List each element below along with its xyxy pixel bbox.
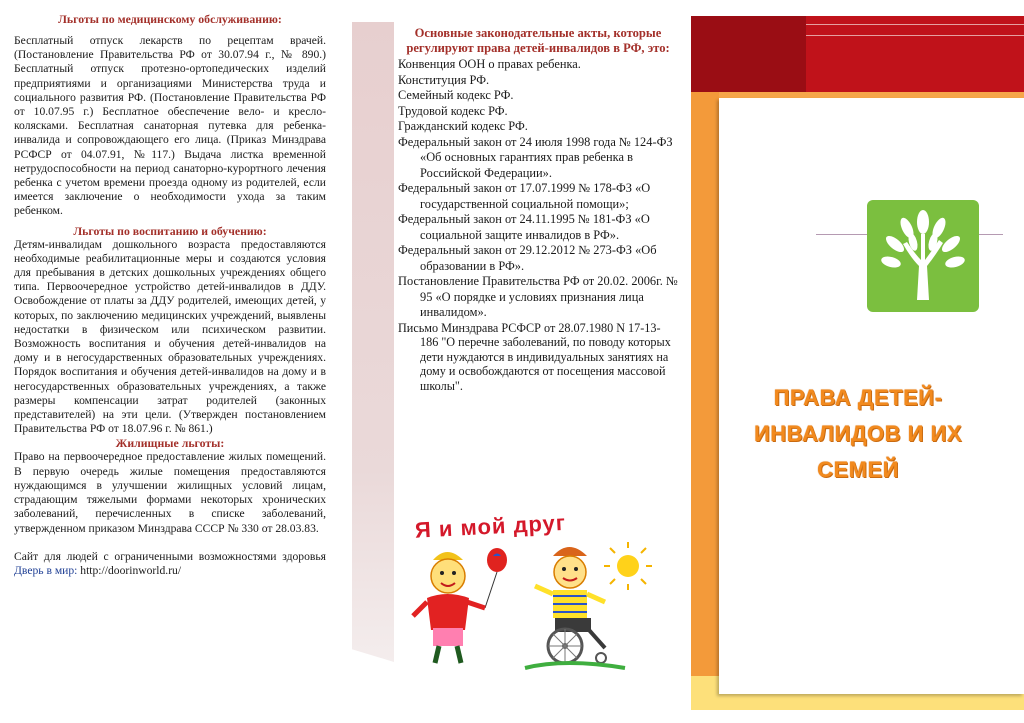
housing-benefits-text: Право на первоочередное предоставление жилых помещений. В первую очередь жилые помещения предоставляются нуждающимся в улучшении жилищных условий лицам, страдающим тяжелыми формами некоторых хронических заболеваний, перечисленных в списке заболеваний, утвержденном приказом Минздрава СССР № 330 от 28.03.83.	[14, 450, 326, 535]
law-item: Семейный кодекс РФ.	[398, 88, 514, 102]
medical-benefits-heading: Льготы по медицинскому обслуживанию:	[58, 12, 282, 26]
cover-title-line: ИНВАЛИДОВ И ИХ	[753, 421, 963, 446]
middle-decor-band	[352, 22, 394, 662]
site-brand: Дверь в мир:	[14, 563, 78, 577]
child-figure-left	[413, 552, 485, 663]
cover-header-rule	[806, 35, 1024, 36]
children-drawing	[405, 498, 655, 678]
site-url-link[interactable]: http://doorinworld.ru/	[77, 563, 182, 577]
site-reference	[14, 550, 326, 578]
housing-benefits-heading: Жилищные льготы:	[115, 436, 225, 451]
law-item: Федеральный закон от 24 июля 1998 года № 124-ФЗ «Об основных гарантиях прав ребенка в Российской Федерации».	[398, 134, 673, 180]
drawing-caption: Я и мой друг	[414, 509, 567, 543]
left-column	[14, 12, 326, 718]
tree-hand-icon	[867, 200, 979, 312]
cover-title	[722, 380, 994, 488]
law-item: Федеральный закон от 17.07.1999 № 178-ФЗ «О государственной социальной помощи»;	[398, 181, 651, 211]
cover-header-rule	[806, 24, 1024, 25]
law-item: Постановление Правительства РФ от 20.02. 2006г. № 95 «О порядке и условиях признания лица инвалидом».	[398, 274, 678, 319]
cover-title-line: ПРАВА ДЕТЕЙ-	[773, 385, 943, 410]
cover-orange-band	[691, 92, 719, 710]
law-item: Конституция РФ.	[398, 72, 490, 87]
law-item: Конвенция ООН о правах ребенка.	[398, 57, 581, 71]
middle-column	[398, 26, 678, 393]
law-item: Письмо Минздрава РСФСР от 28.07.1980 N 17-13-186 "О перечне заболеваний, по поводу которых дети нуждаются в индивидуальных занятиях на дому и освобождаются от посещения массовой школы".	[398, 320, 671, 393]
sun-icon	[604, 542, 652, 590]
law-item: Трудовой кодекс РФ.	[398, 103, 508, 118]
education-benefits-text: Детям-инвалидам дошкольного возраста предоставляются необходимые реабилитационные меры и создаются условия для пребывания в детских дошкольных учреждениях общего типа. Первоочередное устройство детей-инвалидов в ДДУ. Освобождение от платы за ДДУ родителей, имеющих детей, у которых, по заключению медицинских учреждений, выявлены недостатки в физическом или психическом развитии. Возможность воспитания и обучения детей-инвалидов на дому и в негосударственных образовательных учреждениях. Порядок воспитания и обучения детей-инвалидов на дому и в негосударственных образовательных учреждениях, а также размеры компенсации затрат родителей (законных представителей) на эти цели. (Утвержден постановлением Правительства РФ от 18.07.96 г. № 861.)	[14, 237, 326, 436]
cover-panel	[691, 16, 1024, 710]
cover-title-line: СЕМЕЙ	[817, 457, 899, 482]
medical-benefits-text: Бесплатный отпуск лекарств по рецептам врачей. (Постановление Правительства РФ от 30.07.94 г., № 890.) Бесплатный отпуск протезно-ортопедических изделий предприятиями и организациями Министерства труда и социального развития РФ. (Постановление Правительства РФ от 10.07.95 г.) Бесплатное обеспечение вело- и кресло-колясками. Бесплатная санаторная путевка для ребенка-инвалида и сопровождающего его лица. (Приказ Минздрава РСФСР от 04.07.91, №117.) Выдача листка временной нетрудоспособности на период санаторно-курортного лечения ребенка с учетом времени проезда одному из родителей, если имеется заключение о необходимости ухода за таким ребенком.	[14, 34, 326, 218]
laws-heading: Основные законодательные акты, которые регулируют права детей-инвалидов в РФ, это:	[406, 26, 670, 55]
law-item: Гражданский кодекс РФ.	[398, 119, 528, 133]
cover-header-dark-block	[691, 16, 806, 92]
law-item: Федеральный закон от 24.11.1995 № 181-ФЗ «О социальной защите инвалидов в РФ».	[398, 212, 650, 242]
balloon-icon	[485, 548, 507, 608]
education-benefits-heading: Льготы по воспитанию и обучению:	[73, 223, 267, 238]
site-reference-text: Сайт для людей с ограниченными возможностями здоровья	[14, 549, 326, 563]
law-item: Федеральный закон от 29.12.2012 № 273-ФЗ «Об образовании в РФ».	[398, 243, 657, 273]
